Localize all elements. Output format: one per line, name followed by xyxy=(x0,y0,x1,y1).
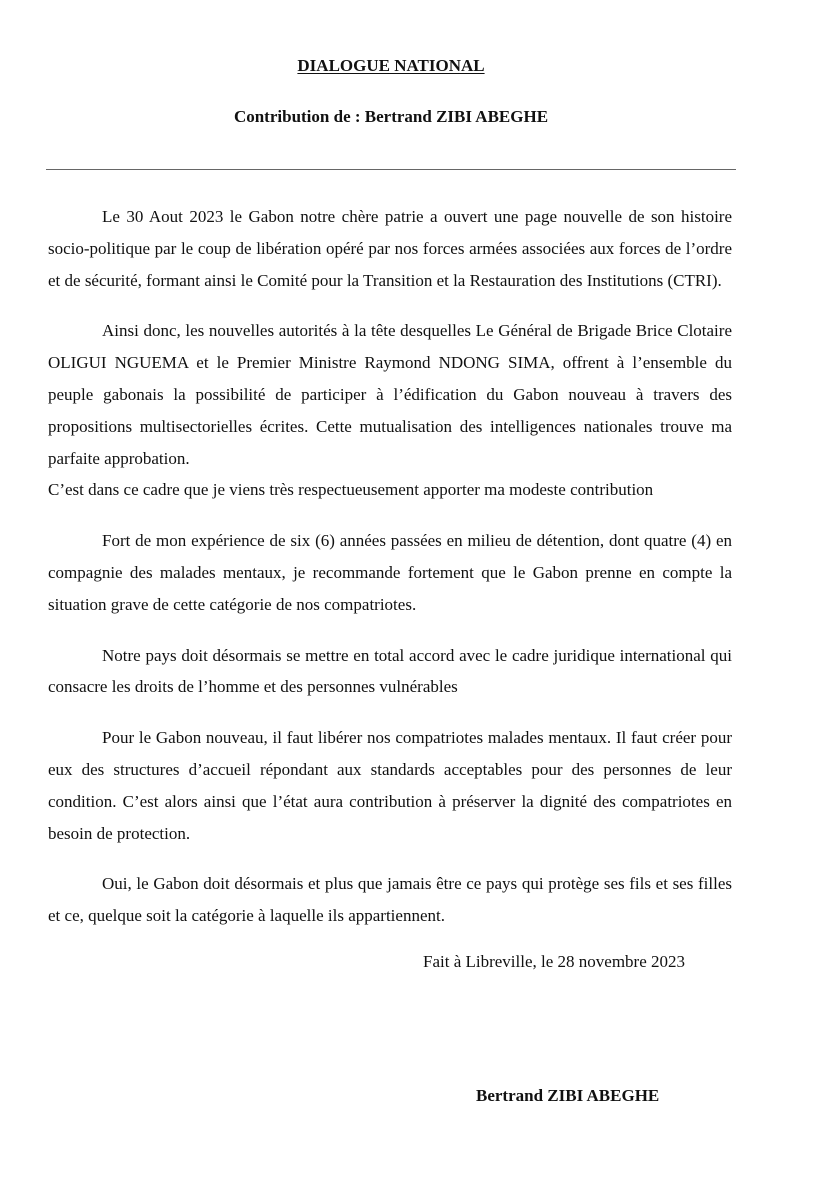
signature-name: Bertrand ZIBI ABEGHE xyxy=(476,1086,660,1105)
paragraph-7: Oui, le Gabon doit désormais et plus que jamais être ce pays qui protège ses fils et ses filles et ce, quelque soit la catégorie à laquelle ils appartiennent. xyxy=(48,874,732,926)
paragraph-4: Fort de mon expérience de six (6) années passées en milieu de détention, dont quatre (4) en compagnie des malades mentaux, je recommande fortement que le Gabon prenne en compte la situation grave de cette catégorie de nos compatriotes. xyxy=(48,531,732,614)
paragraph-2: Ainsi donc, les nouvelles autorités à la tête desquelles Le Général de Brigade Brice Clotaire OLIGUI NGUEMA et le Premier Ministre Raymond NDONG SIMA, offrent à l’ensemble du peuple gabonais la possibilité de participer à l’édification du Gabon nouveau à travers des propositions multisectorielles écrites. Cette mutualisation des intelligences nationales trouve ma parfaite approbation. xyxy=(48,321,732,468)
document-title: DIALOGUE NATIONAL xyxy=(297,56,485,75)
paragraph-1: Le 30 Aout 2023 le Gabon notre chère patrie a ouvert une page nouvelle de son histoire socio-politique par le coup de libération opéré par nos forces armées associées aux forces de l’ordre et de sécurité, formant ainsi le Comité pour la Transition et la Restauration des Institutions (CTRI). xyxy=(48,207,732,290)
contribution-author: Contribution de : Bertrand ZIBI ABEGHE xyxy=(233,107,549,126)
horizontal-divider xyxy=(46,169,736,170)
date-line: Fait à Libreville, le 28 novembre 2023 xyxy=(423,952,686,971)
paragraph-3: C’est dans ce cadre que je viens très respectueusement apporter ma modeste contribution xyxy=(48,480,654,500)
document-body xyxy=(48,201,732,951)
paragraph-5: Notre pays doit désormais se mettre en total accord avec le cadre juridique international qui consacre les droits de l’homme et des personnes vulnérables xyxy=(48,645,732,697)
paragraph-6: Pour le Gabon nouveau, il faut libérer nos compatriotes malades mentaux. Il faut créer pour eux des structures d’accueil répondant aux standards acceptables pour des personnes de leur condition. C’est alors ainsi que l’état aura contribution à préserver la dignité des compatriotes en besoin de protection. xyxy=(48,728,732,843)
